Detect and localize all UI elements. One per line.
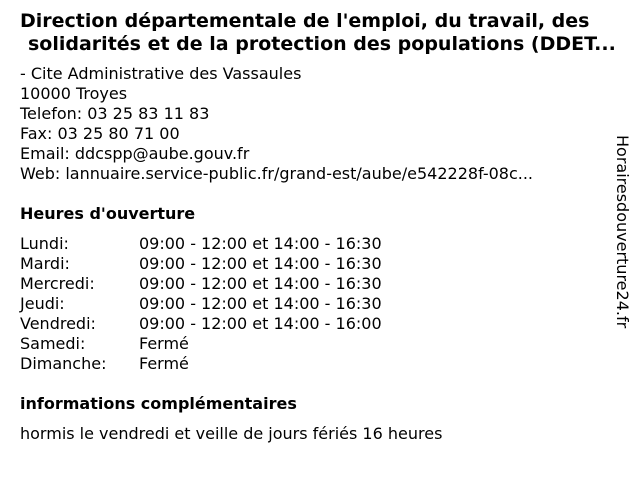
- day-label: Jeudi:: [20, 294, 65, 313]
- info-text: hormis le vendredi et veille de jours fériés 16 heures: [20, 424, 443, 443]
- hours-row-vendredi: [20, 314, 382, 334]
- page-title: [20, 10, 620, 56]
- day-hours: 09:00 - 12:00 et 14:00 - 16:30: [139, 254, 382, 273]
- hours-row-mardi: [20, 254, 382, 274]
- hours-row-dimanche: [20, 354, 382, 374]
- site-watermark: Horairesdouverture24.fr: [613, 135, 632, 329]
- hours-table: [20, 234, 382, 374]
- hours-row-lundi: [20, 234, 382, 254]
- day-label: Mardi:: [20, 254, 70, 273]
- day-hours: Fermé: [139, 334, 189, 353]
- address-street: - Cite Administrative des Vassaules: [20, 64, 302, 83]
- day-label: Mercredi:: [20, 274, 95, 293]
- day-label: Dimanche:: [20, 354, 107, 373]
- hours-row-jeudi: [20, 294, 382, 314]
- hours-row-mercredi: [20, 274, 382, 294]
- hours-row-samedi: [20, 334, 382, 354]
- phone-number: Telefon: 03 25 83 11 83: [20, 104, 210, 123]
- day-hours: Fermé: [139, 354, 189, 373]
- day-hours: 09:00 - 12:00 et 14:00 - 16:30: [139, 234, 382, 253]
- day-hours: 09:00 - 12:00 et 14:00 - 16:30: [139, 274, 382, 293]
- contact-block: [20, 64, 610, 184]
- website-link: Web: lannuaire.service-public.fr/grand-est/aube/e542228f-08c...: [20, 164, 534, 183]
- day-label: Lundi:: [20, 234, 69, 253]
- info-heading: informations complémentaires: [20, 394, 297, 413]
- email-address: Email: ddcspp@aube.gouv.fr: [20, 144, 250, 163]
- day-hours: 09:00 - 12:00 et 14:00 - 16:30: [139, 294, 382, 313]
- fax-number: Fax: 03 25 80 71 00: [20, 124, 180, 143]
- address-city: 10000 Troyes: [20, 84, 128, 103]
- day-label: Vendredi:: [20, 314, 96, 333]
- hours-heading: Heures d'ouverture: [20, 204, 196, 223]
- page-title-line-1: Direction départementale de l'emploi, du travail, des: [20, 10, 590, 32]
- day-label: Samedi:: [20, 334, 86, 353]
- day-hours: 09:00 - 12:00 et 14:00 - 16:00: [139, 314, 382, 333]
- page-title-line-2: solidarités et de la protection des populations (DDET...: [28, 33, 616, 55]
